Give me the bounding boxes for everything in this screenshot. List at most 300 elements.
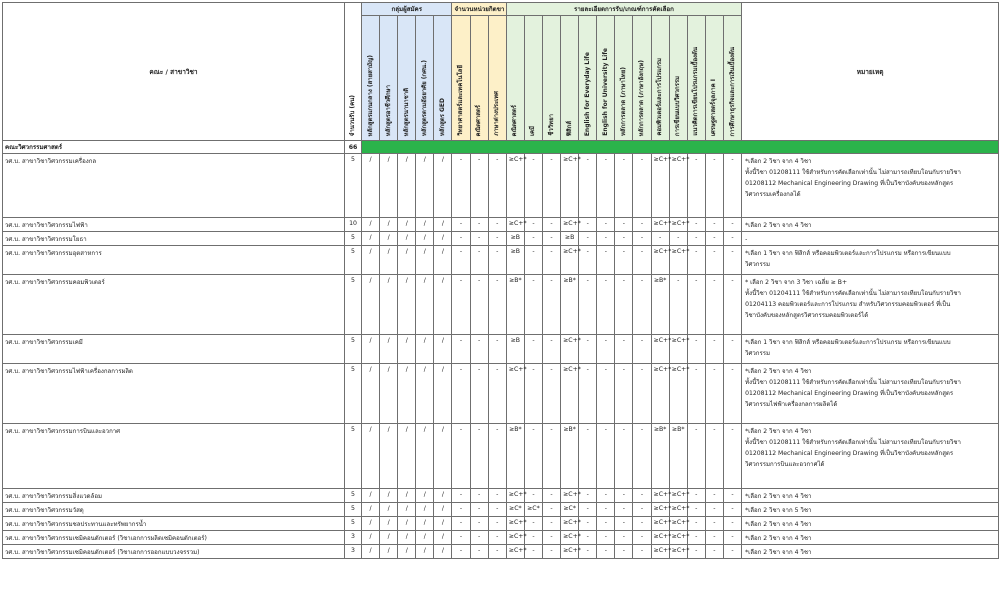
program-capacity: 5 xyxy=(345,364,362,424)
criteria-cell: - xyxy=(524,232,542,246)
criteria-cell: / xyxy=(362,275,380,335)
criteria-cell: - xyxy=(488,218,506,232)
remark-line: ทั้งนี้วิชา 01208111 ใช้สำหรับการคัดเลือกเท่านั้น ไม่สามารถเทียบโอนกับรายวิชา xyxy=(745,379,961,386)
criteria-cell: - xyxy=(524,424,542,489)
faculty-capacity: 66 xyxy=(345,141,362,154)
criteria-cell: / xyxy=(398,517,416,531)
criteria-cell: ≥C+* xyxy=(669,531,687,545)
criteria-cell: / xyxy=(416,531,434,545)
column-header: English for University Life xyxy=(597,16,615,141)
program-capacity: 5 xyxy=(345,154,362,218)
table-row xyxy=(3,545,999,559)
criteria-cell: - xyxy=(615,364,633,424)
criteria-cell: / xyxy=(398,232,416,246)
criteria-cell: - xyxy=(542,545,560,559)
criteria-cell: - xyxy=(597,154,615,218)
criteria-cell: - xyxy=(687,489,705,503)
criteria-cell: - xyxy=(542,275,560,335)
program-capacity: 5 xyxy=(345,424,362,489)
criteria-cell: - xyxy=(723,503,741,517)
criteria-cell: - xyxy=(524,218,542,232)
criteria-cell: - xyxy=(687,531,705,545)
criteria-cell: - xyxy=(633,364,651,424)
criteria-cell: - xyxy=(452,489,470,503)
criteria-cell: - xyxy=(579,275,597,335)
criteria-cell: / xyxy=(416,489,434,503)
criteria-cell: - xyxy=(524,246,542,275)
criteria-cell: ≥C+* xyxy=(669,218,687,232)
criteria-cell: - xyxy=(687,218,705,232)
criteria-cell: - xyxy=(524,154,542,218)
criteria-cell: - xyxy=(579,335,597,364)
criteria-cell: - xyxy=(723,246,741,275)
criteria-cell: - xyxy=(470,517,488,531)
criteria-cell: - xyxy=(542,232,560,246)
criteria-cell: / xyxy=(416,232,434,246)
program-remark xyxy=(742,489,999,503)
remark-header: หมายเหตุ xyxy=(742,3,999,141)
criteria-cell: - xyxy=(633,275,651,335)
criteria-cell: - xyxy=(488,246,506,275)
criteria-cell: / xyxy=(362,218,380,232)
criteria-cell: - xyxy=(597,517,615,531)
criteria-cell: - xyxy=(470,364,488,424)
criteria-cell: - xyxy=(687,517,705,531)
criteria-cell: - xyxy=(597,531,615,545)
criteria-cell: / xyxy=(362,489,380,503)
criteria-cell: - xyxy=(705,232,723,246)
program-name: วศ.บ. สาขาวิชาวิศวกรรมสิ่งแวดล้อม xyxy=(3,489,345,503)
criteria-cell: - xyxy=(452,424,470,489)
criteria-cell: - xyxy=(597,424,615,489)
remark-line: * เลือก 2 วิชา จาก 3 วิชา เฉลี่ย ≥ B+ xyxy=(745,279,848,286)
criteria-cell: - xyxy=(705,531,723,545)
column-header: แนวคิดการเขียนโปรแกรมเบื้องต้น xyxy=(687,16,705,141)
criteria-cell: ≥C+* xyxy=(651,517,669,531)
criteria-cell: / xyxy=(434,531,452,545)
criteria-cell: / xyxy=(362,232,380,246)
criteria-cell: - xyxy=(542,424,560,489)
criteria-cell: - xyxy=(542,335,560,364)
criteria-cell: / xyxy=(362,517,380,531)
criteria-cell: - xyxy=(579,364,597,424)
remark-line: วิชาบังคับของหลักสูตรวิศวกรรมคอมพิวเตอร์ได้ xyxy=(745,312,869,319)
criteria-cell: ≥C+* xyxy=(669,489,687,503)
criteria-cell: ≥C+* xyxy=(651,503,669,517)
column-header: หลักสูตรตามอัธยาศัย (กศน.) xyxy=(416,16,434,141)
remark-line: ทั้งนี้วิชา 01208111 ใช้สำหรับการคัดเลือกเท่านั้น ไม่สามารถเทียบโอนกับรายวิชา xyxy=(745,169,961,176)
criteria-cell: - xyxy=(615,154,633,218)
remark-line: 01208112 Mechanical Engineering Drawing ที่เป็นวิชาบังคับของหลักสูตร xyxy=(745,450,954,457)
column-header: หลักสูตรแกนกลาง (สายสามัญ) xyxy=(362,16,380,141)
criteria-cell: - xyxy=(687,246,705,275)
criteria-cell: ≥B* xyxy=(506,424,524,489)
criteria-cell: ≥C+* xyxy=(651,531,669,545)
criteria-cell: - xyxy=(723,335,741,364)
criteria-cell: / xyxy=(434,218,452,232)
criteria-cell: - xyxy=(452,154,470,218)
remark-line: *เลือก 2 วิชา จาก 4 วิชา xyxy=(745,222,812,229)
criteria-cell: - xyxy=(488,154,506,218)
criteria-cell: ≥C+* xyxy=(506,545,524,559)
criteria-cell: / xyxy=(380,517,398,531)
criteria-cell: - xyxy=(579,503,597,517)
criteria-cell: ≥C+* xyxy=(651,335,669,364)
criteria-cell: - xyxy=(579,424,597,489)
criteria-cell: ≥C+* xyxy=(561,545,579,559)
criteria-cell: / xyxy=(362,503,380,517)
criteria-cell: / xyxy=(416,364,434,424)
criteria-cell: / xyxy=(380,503,398,517)
criteria-cell: - xyxy=(615,531,633,545)
criteria-cell: ≥C+* xyxy=(651,545,669,559)
criteria-cell: - xyxy=(633,154,651,218)
criteria-cell: - xyxy=(524,335,542,364)
program-name: วศ.บ. สาขาวิชาวิศวกรรมเคมี xyxy=(3,335,345,364)
criteria-cell: ≥C+* xyxy=(506,364,524,424)
column-header: การเขียนแบบวิศวกรรม xyxy=(669,16,687,141)
criteria-cell: - xyxy=(723,424,741,489)
criteria-cell: - xyxy=(470,489,488,503)
criteria-cell: - xyxy=(452,232,470,246)
criteria-cell: / xyxy=(416,154,434,218)
criteria-cell: - xyxy=(542,218,560,232)
criteria-cell: - xyxy=(687,503,705,517)
column-header: ชีววิทยา xyxy=(542,16,560,141)
remark-line: *เลือก 2 วิชา จาก 4 วิชา xyxy=(745,493,812,500)
criteria-cell: - xyxy=(597,275,615,335)
program-name: วศ.บ. สาขาวิชาวิศวกรรมเซมิคอนดักเตอร์ (วิชาเอกการผลิตเซมิคอนดักเตอร์) xyxy=(3,531,345,545)
program-name: วศ.บ. สาขาวิชาวิศวกรรมโยธา xyxy=(3,232,345,246)
criteria-cell: - xyxy=(470,154,488,218)
program-name: วศ.บ. สาขาวิชาวิศวกรรมไฟฟ้าเครื่องกลการผลิต xyxy=(3,364,345,424)
program-remark xyxy=(742,275,999,335)
criteria-cell: ≥C+* xyxy=(669,517,687,531)
program-capacity: 10 xyxy=(345,218,362,232)
criteria-cell: / xyxy=(416,275,434,335)
criteria-cell: ≥C+* xyxy=(561,335,579,364)
remark-line: *เลือก 2 วิชา จาก 4 วิชา xyxy=(745,521,812,528)
criteria-cell: - xyxy=(579,154,597,218)
program-name: วศ.บ. สาขาวิชาวิศวกรรมไฟฟ้า xyxy=(3,218,345,232)
program-remark xyxy=(742,364,999,424)
capacity-header: จำนวนรับ (คน) xyxy=(345,3,362,141)
criteria-cell: - xyxy=(542,364,560,424)
criteria-cell: / xyxy=(380,531,398,545)
criteria-cell: - xyxy=(615,218,633,232)
criteria-cell: - xyxy=(723,364,741,424)
criteria-cell: / xyxy=(380,545,398,559)
criteria-cell: ≥C+* xyxy=(561,517,579,531)
criteria-cell: / xyxy=(398,154,416,218)
criteria-cell: - xyxy=(705,424,723,489)
criteria-cell: / xyxy=(434,517,452,531)
criteria-sheet xyxy=(2,2,998,559)
table-row xyxy=(3,364,999,424)
criteria-cell: - xyxy=(615,275,633,335)
criteria-cell: / xyxy=(398,424,416,489)
criteria-cell: - xyxy=(651,232,669,246)
criteria-cell: - xyxy=(705,275,723,335)
program-name: วศ.บ. สาขาวิชาวิศวกรรมคอมพิวเตอร์ xyxy=(3,275,345,335)
criteria-cell: - xyxy=(470,545,488,559)
program-remark xyxy=(742,246,999,275)
criteria-cell: - xyxy=(524,545,542,559)
criteria-cell: - xyxy=(524,364,542,424)
criteria-cell: / xyxy=(416,503,434,517)
column-header: ภาษาต่างประเทศ xyxy=(488,16,506,141)
criteria-cell: - xyxy=(524,531,542,545)
criteria-cell: - xyxy=(452,503,470,517)
criteria-cell: - xyxy=(488,531,506,545)
criteria-cell: ≥B* xyxy=(561,424,579,489)
criteria-cell: - xyxy=(705,218,723,232)
criteria-cell: - xyxy=(705,364,723,424)
criteria-cell: - xyxy=(452,246,470,275)
criteria-cell: / xyxy=(434,154,452,218)
criteria-cell: - xyxy=(452,275,470,335)
criteria-cell: ≥C+* xyxy=(561,489,579,503)
program-remark xyxy=(742,517,999,531)
criteria-cell: / xyxy=(398,275,416,335)
criteria-cell: ≥C+* xyxy=(669,503,687,517)
criteria-cell: - xyxy=(723,531,741,545)
criteria-cell: / xyxy=(362,246,380,275)
program-remark xyxy=(742,335,999,364)
criteria-cell: / xyxy=(434,424,452,489)
criteria-cell: / xyxy=(362,531,380,545)
criteria-cell: ≥C* xyxy=(561,503,579,517)
criteria-cell: - xyxy=(452,545,470,559)
criteria-cell: - xyxy=(470,503,488,517)
column-header: คอมพิวเตอร์และการโปรแกรม xyxy=(651,16,669,141)
column-header: หลักสูตร GED xyxy=(434,16,452,141)
criteria-cell: - xyxy=(597,218,615,232)
table-row xyxy=(3,503,999,517)
faculty-major-header: คณะ / สาขาวิชา xyxy=(3,3,345,141)
criteria-cell: ≥C+* xyxy=(651,489,669,503)
table-row xyxy=(3,218,999,232)
criteria-cell: / xyxy=(380,335,398,364)
table-row xyxy=(3,232,999,246)
criteria-cell: ≥C+* xyxy=(561,364,579,424)
criteria-cell: ≥C+* xyxy=(506,154,524,218)
criteria-cell: - xyxy=(542,154,560,218)
program-name: วศ.บ. สาขาวิชาวิศวกรรมการบินและอวกาศ xyxy=(3,424,345,489)
applicant-group-header: กลุ่มผู้สมัคร xyxy=(362,3,452,16)
criteria-cell: ≥B* xyxy=(651,275,669,335)
criteria-cell: / xyxy=(416,545,434,559)
criteria-cell: - xyxy=(705,517,723,531)
criteria-cell: ≥C+* xyxy=(651,218,669,232)
program-remark xyxy=(742,232,999,246)
column-header: เศรษฐศาสตร์จุลภาค I xyxy=(705,16,723,141)
remark-line: - xyxy=(745,236,748,243)
criteria-cell: ≥C* xyxy=(524,503,542,517)
criteria-cell: - xyxy=(597,232,615,246)
column-header: ฟิสิกส์ xyxy=(561,16,579,141)
criteria-cell: - xyxy=(488,364,506,424)
criteria-cell: - xyxy=(633,489,651,503)
criteria-cell: - xyxy=(470,424,488,489)
criteria-cell: - xyxy=(705,154,723,218)
criteria-cell: - xyxy=(669,232,687,246)
criteria-cell: / xyxy=(398,335,416,364)
table-row xyxy=(3,489,999,503)
criteria-cell: - xyxy=(633,424,651,489)
criteria-cell: / xyxy=(380,246,398,275)
program-name: วศ.บ. สาขาวิชาวิศวกรรมชลประทานและทรัพยากรน้ำ xyxy=(3,517,345,531)
criteria-cell: - xyxy=(452,335,470,364)
criteria-cell: / xyxy=(398,503,416,517)
criteria-cell: - xyxy=(633,531,651,545)
criteria-cell: / xyxy=(398,218,416,232)
criteria-cell: ≥C+* xyxy=(506,531,524,545)
criteria-cell: - xyxy=(488,232,506,246)
criteria-cell: - xyxy=(488,489,506,503)
criteria-cell: - xyxy=(615,335,633,364)
criteria-cell: ≥C* xyxy=(506,503,524,517)
criteria-cell: ≥C+* xyxy=(651,154,669,218)
criteria-cell: - xyxy=(579,232,597,246)
criteria-cell: - xyxy=(633,503,651,517)
criteria-cell: - xyxy=(705,503,723,517)
criteria-cell: / xyxy=(380,275,398,335)
criteria-cell: ≥C+* xyxy=(506,218,524,232)
criteria-cell: ≥C+* xyxy=(651,246,669,275)
criteria-cell: - xyxy=(705,335,723,364)
criteria-cell: - xyxy=(452,531,470,545)
criteria-cell: - xyxy=(705,545,723,559)
criteria-cell: - xyxy=(579,489,597,503)
program-remark xyxy=(742,503,999,517)
criteria-cell: - xyxy=(687,154,705,218)
remark-line: 01204113 คอมพิวเตอร์และการโปรแกรม สำหรับวิศวกรรมคอมพิวเตอร์ ที่เป็น xyxy=(745,301,951,308)
criteria-cell: / xyxy=(362,335,380,364)
remark-line: *เลือก 2 วิชา จาก 4 วิชา xyxy=(745,535,812,542)
criteria-cell: - xyxy=(524,489,542,503)
criteria-cell: ≥B xyxy=(506,232,524,246)
program-name: วศ.บ. สาขาวิชาวิศวกรรมเครื่องกล xyxy=(3,154,345,218)
criteria-cell: - xyxy=(597,246,615,275)
criteria-cell: - xyxy=(579,246,597,275)
program-capacity: 5 xyxy=(345,489,362,503)
remark-line: *เลือก 1 วิชา จาก ฟิสิกส์ หรือคอมพิวเตอร์และการโปรแกรม หรือการเขียนแบบ xyxy=(745,250,951,257)
criteria-cell: - xyxy=(597,335,615,364)
criteria-cell: ≥B* xyxy=(651,424,669,489)
criteria-cell: - xyxy=(470,246,488,275)
criteria-cell: ≥C+* xyxy=(561,531,579,545)
criteria-cell: - xyxy=(488,335,506,364)
criteria-cell: - xyxy=(524,275,542,335)
criteria-cell: / xyxy=(362,424,380,489)
criteria-cell: - xyxy=(542,531,560,545)
criteria-cell: - xyxy=(524,517,542,531)
program-remark xyxy=(742,218,999,232)
remark-line: วิศวกรรมการบินและอวกาศได้ xyxy=(745,461,825,468)
criteria-cell: / xyxy=(398,531,416,545)
remark-line: ทั้งนี้วิชา 01204111 ใช้สำหรับการคัดเลือกเท่านั้น ไม่สามารถเทียบโอนกับรายวิชา xyxy=(745,290,961,297)
remark-line: *เลือก 2 วิชา จาก 4 วิชา xyxy=(745,158,812,165)
column-header: เคมี xyxy=(524,16,542,141)
criteria-cell: - xyxy=(579,517,597,531)
program-capacity: 5 xyxy=(345,517,362,531)
criteria-cell: - xyxy=(470,218,488,232)
column-header: การศึกษาธุรกิจและการเงินเบื้องต้น xyxy=(723,16,741,141)
criteria-cell: / xyxy=(362,154,380,218)
criteria-cell: / xyxy=(434,545,452,559)
criteria-cell: - xyxy=(705,246,723,275)
criteria-cell: / xyxy=(380,218,398,232)
criteria-cell: / xyxy=(398,364,416,424)
criteria-cell: ≥B xyxy=(506,335,524,364)
criteria-cell: - xyxy=(633,218,651,232)
program-remark xyxy=(742,531,999,545)
criteria-cell: - xyxy=(488,517,506,531)
criteria-cell: - xyxy=(687,424,705,489)
faculty-row xyxy=(3,141,999,154)
criteria-cell: / xyxy=(434,489,452,503)
criteria-cell: - xyxy=(615,545,633,559)
program-capacity: 5 xyxy=(345,232,362,246)
criteria-cell: - xyxy=(470,531,488,545)
criteria-cell: ≥C+* xyxy=(669,545,687,559)
criteria-cell: - xyxy=(579,531,597,545)
criteria-cell: / xyxy=(416,335,434,364)
criteria-cell: / xyxy=(434,364,452,424)
criteria-cell: - xyxy=(669,275,687,335)
criteria-cell: / xyxy=(380,364,398,424)
criteria-cell: - xyxy=(723,218,741,232)
criteria-cell: - xyxy=(633,335,651,364)
criteria-detail-header: รายละเอียดการรับ/เกณฑ์การคัดเลือก xyxy=(506,3,741,16)
criteria-cell: ≥C+* xyxy=(506,517,524,531)
criteria-cell: ≥C+* xyxy=(561,154,579,218)
table-row xyxy=(3,424,999,489)
criteria-cell: ≥C+* xyxy=(669,335,687,364)
criteria-cell: - xyxy=(542,246,560,275)
remark-line: ทั้งนี้วิชา 01208111 ใช้สำหรับการคัดเลือกเท่านั้น ไม่สามารถเทียบโอนกับรายวิชา xyxy=(745,439,961,446)
column-header: คณิตศาสตร์ xyxy=(506,16,524,141)
criteria-cell: - xyxy=(723,232,741,246)
criteria-cell: ≥C+* xyxy=(561,218,579,232)
table-row xyxy=(3,246,999,275)
criteria-cell: - xyxy=(687,275,705,335)
criteria-cell: - xyxy=(633,517,651,531)
criteria-cell: ≥C+* xyxy=(506,489,524,503)
criteria-cell: - xyxy=(579,218,597,232)
criteria-cell: - xyxy=(723,275,741,335)
criteria-cell: / xyxy=(434,232,452,246)
remark-line: *เลือก 2 วิชา จาก 4 วิชา xyxy=(745,549,812,556)
criteria-cell: / xyxy=(398,545,416,559)
remark-line: วิศวกรรมเครื่องกลได้ xyxy=(745,191,801,198)
program-name: วศ.บ. สาขาวิชาวิศวกรรมวัสดุ xyxy=(3,503,345,517)
criteria-cell: / xyxy=(380,232,398,246)
criteria-cell: - xyxy=(579,545,597,559)
criteria-cell: ≥C+* xyxy=(669,154,687,218)
criteria-cell: - xyxy=(723,517,741,531)
remark-line: 01208112 Mechanical Engineering Drawing ที่เป็นวิชาบังคับของหลักสูตร xyxy=(745,180,954,187)
criteria-cell: - xyxy=(633,545,651,559)
column-header: หลักการตลาด (ภาษาไทย) xyxy=(615,16,633,141)
criteria-cell: / xyxy=(362,545,380,559)
header-group-row xyxy=(3,3,999,16)
program-name: วศ.บ. สาขาวิชาวิศวกรรมเซมิคอนดักเตอร์ (วิชาเอกการออกแบบวงจรรวม) xyxy=(3,545,345,559)
table-row xyxy=(3,531,999,545)
table-row xyxy=(3,275,999,335)
criteria-cell: / xyxy=(416,517,434,531)
